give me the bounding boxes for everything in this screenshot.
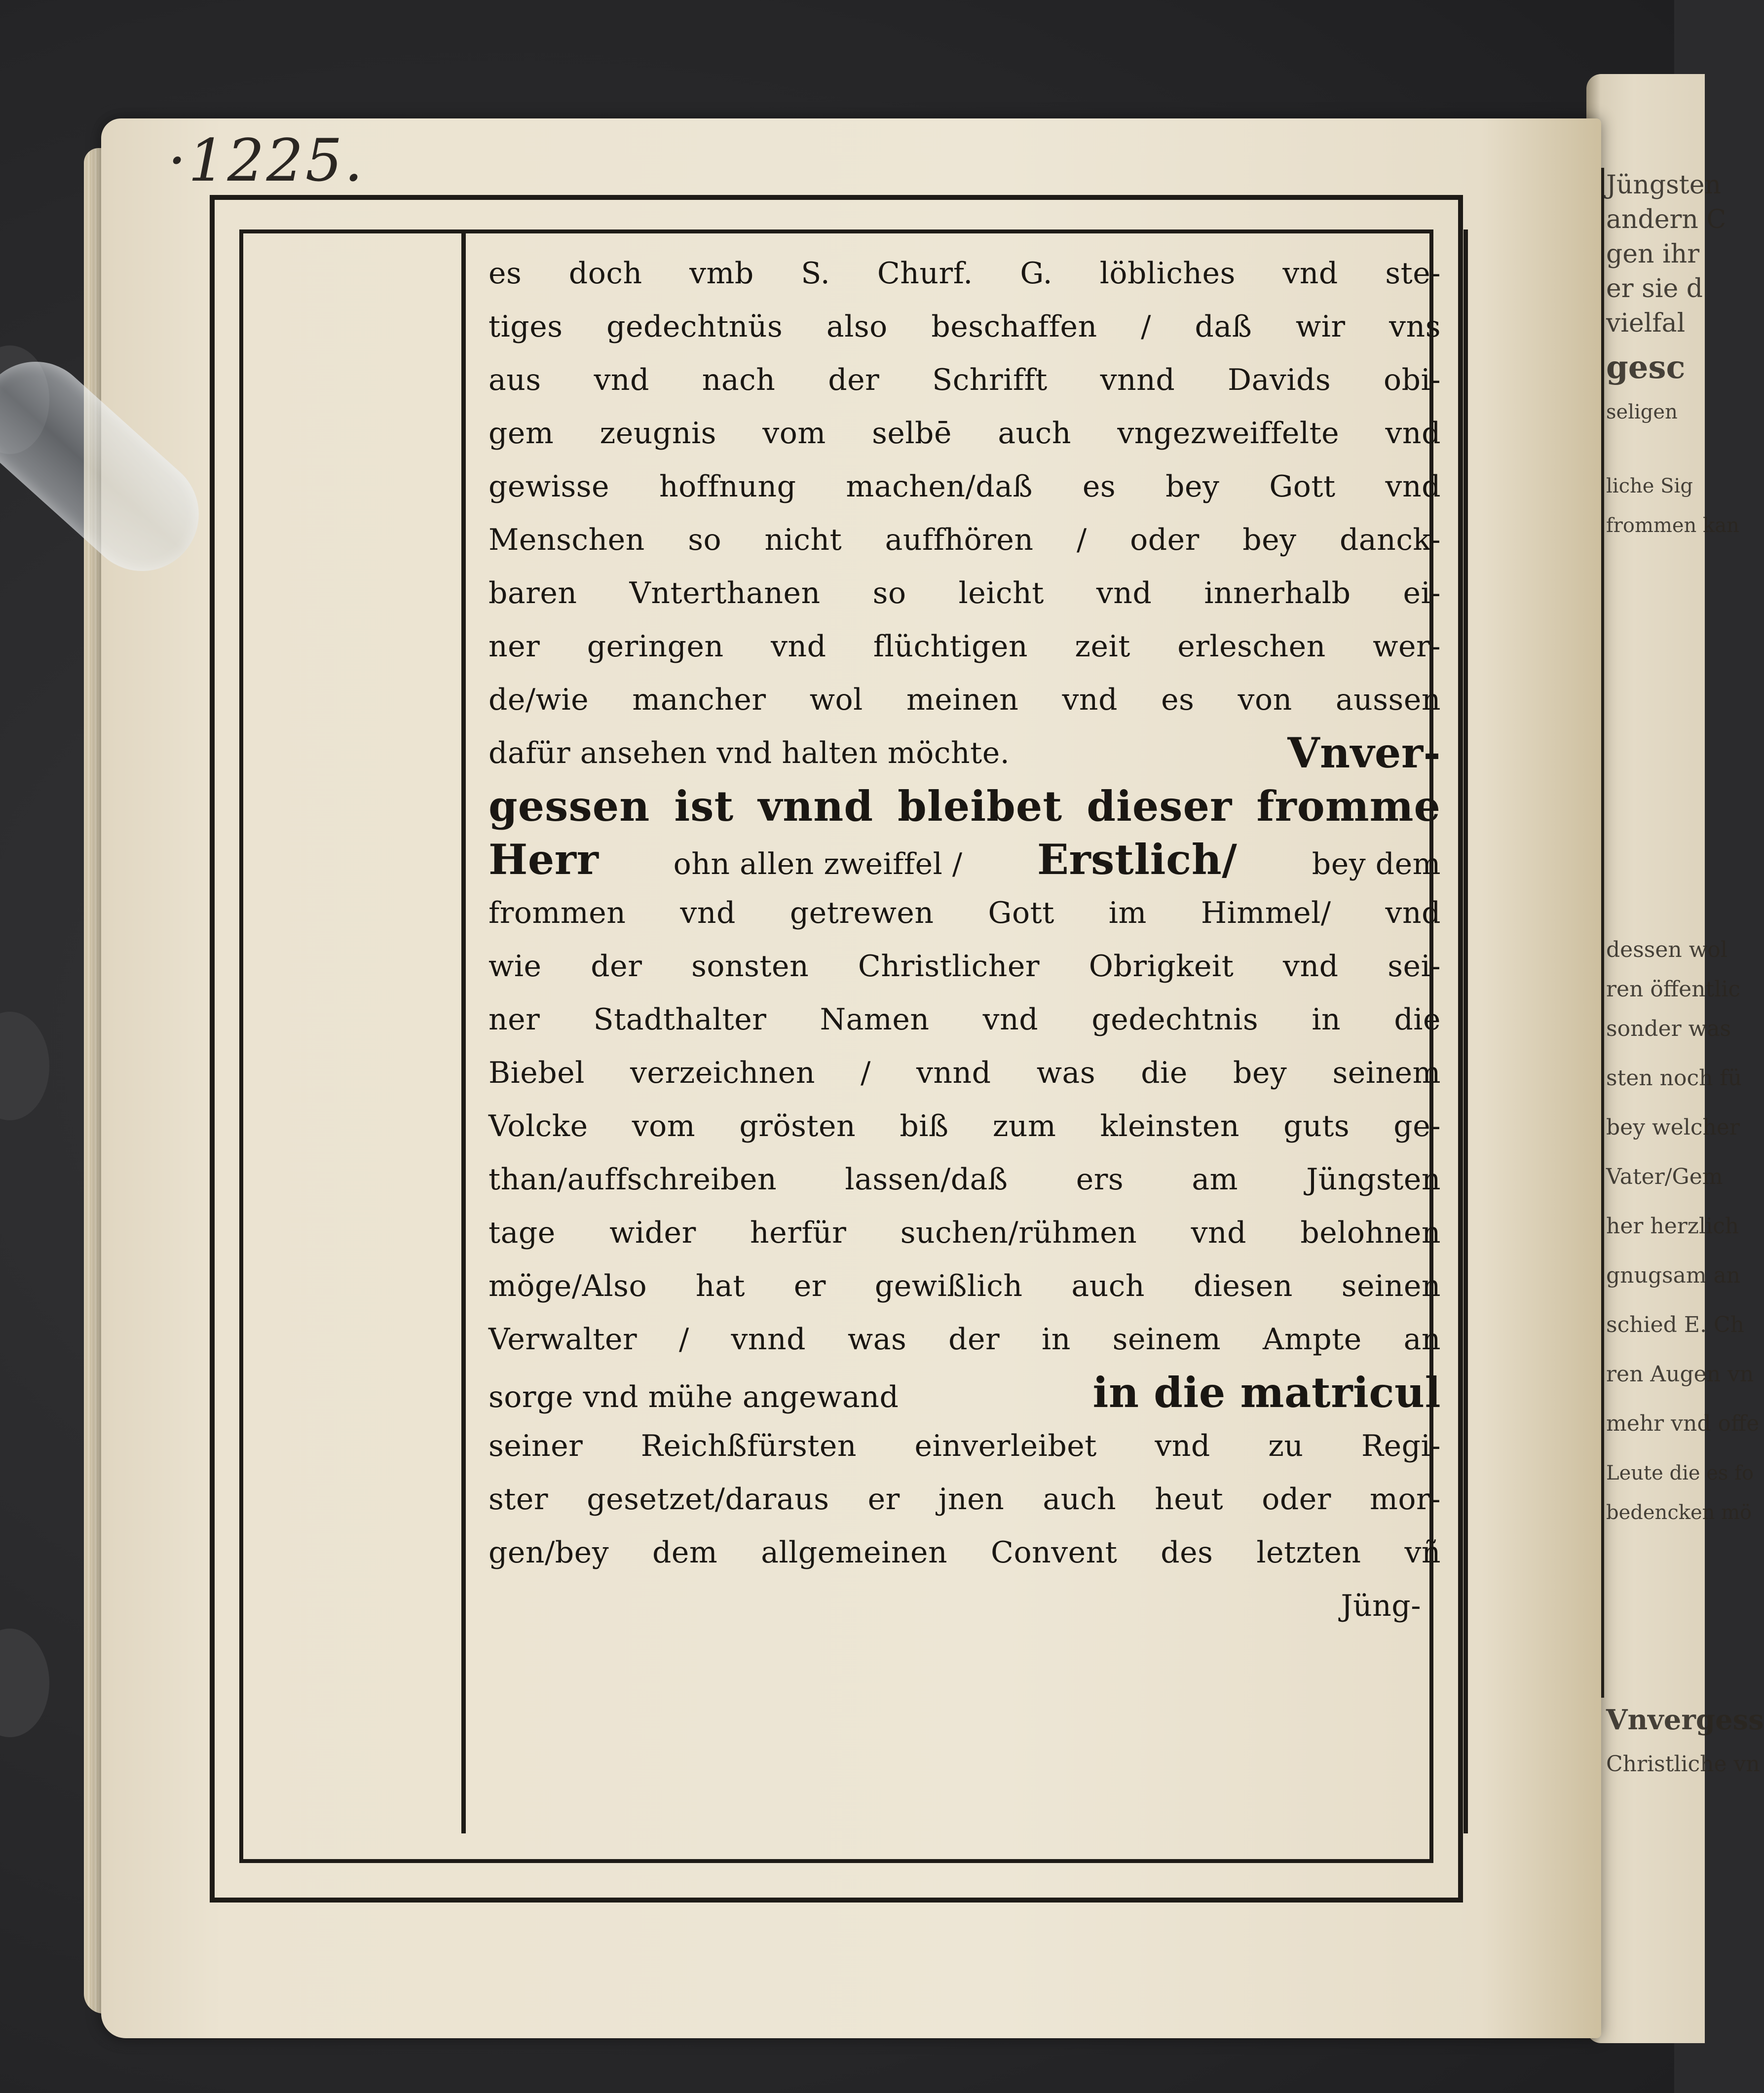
- text-line: [488, 833, 1441, 886]
- text-line: möge/Also hat er gewißlich auch diesen seinen: [488, 1269, 1441, 1303]
- text-line: [488, 1366, 1441, 1419]
- emphasis-erstlich: Erstlich/: [1037, 835, 1238, 884]
- text-segment: bey dem: [1312, 847, 1441, 881]
- facing-page-line: liche Sig: [1606, 475, 1693, 497]
- text-line: [488, 726, 1441, 780]
- facing-page-line: er sie d: [1606, 274, 1703, 304]
- emphasis-matricul: in die matricul: [1092, 1368, 1441, 1417]
- text-column: [488, 247, 1441, 1846]
- text-line: baren Vnterthanen so leicht vnd innerhalb ei-: [488, 576, 1441, 610]
- text-line: frommen vnd getrewen Gott im Himmel/ vnd: [488, 896, 1441, 930]
- text-line: gem zeugnis vom selbē auch vngezweiffelte vnd: [488, 416, 1441, 451]
- facing-page-line: andern C: [1606, 205, 1726, 234]
- catchword: Jüng-: [1341, 1589, 1421, 1623]
- emphasis-unver: Vnver-: [1287, 728, 1441, 777]
- facing-page-line: Christliche vn: [1606, 1751, 1760, 1777]
- text-segment: ohn allen zweiffel /: [673, 847, 963, 881]
- text-line: seiner Reichßfürsten einverleibet vnd zu Regi-: [488, 1429, 1441, 1463]
- facing-page-edge: [1586, 74, 1764, 2043]
- text-segment: dafür ansehen vnd halten möchte.: [488, 736, 1010, 770]
- text-line: de/wie mancher wol meinen vnd es von aussen: [488, 683, 1441, 717]
- facing-page-line: bedencken mö: [1606, 1501, 1752, 1524]
- facing-page-line: vielfal: [1606, 308, 1686, 338]
- facing-page-line: ren öffentlic: [1606, 977, 1740, 1002]
- facing-page-line: Vnvergess: [1606, 1704, 1764, 1736]
- handwritten-folio-number: ·1225.: [168, 126, 365, 194]
- text-line-emphasis: gessen ist vnnd bleibet dieser fromme: [488, 782, 1441, 831]
- text-line: tage wider herfür suchen/rühmen vnd belohnen: [488, 1216, 1441, 1250]
- facing-page-line: Leute die es fo: [1606, 1462, 1754, 1484]
- facing-page-line: schied E. Ch: [1606, 1312, 1744, 1337]
- background-shadow-blob: [0, 1629, 49, 1737]
- text-line: aus vnd nach der Schrifft vnnd Davids obi-: [488, 363, 1441, 397]
- facing-page-line: gnugsam an: [1606, 1263, 1741, 1288]
- facing-page-line: Vater/Gem: [1606, 1164, 1723, 1189]
- text-line: Menschen so nicht auffhören / oder bey danck-: [488, 523, 1441, 557]
- text-line: ner geringen vnd flüchtigen zeit erleschen wer-: [488, 629, 1441, 664]
- facing-page-line: Jüngsten: [1606, 170, 1721, 200]
- facing-page-line: seligen: [1606, 401, 1678, 423]
- facing-page-line: ren Augen vn: [1606, 1362, 1754, 1387]
- text-line: Volcke vom grösten biß zum kleinsten guts ge-: [488, 1109, 1441, 1143]
- emphasis-herr: Herr: [488, 835, 599, 884]
- facing-page-line: sonder was: [1606, 1016, 1731, 1041]
- facing-page-line: sten noch fü: [1606, 1066, 1742, 1091]
- facing-page-line: dessen wol: [1606, 937, 1727, 962]
- text-line: ner Stadthalter Namen vnd gedechtnis in die: [488, 1002, 1441, 1037]
- text-line: gewisse hoffnung machen/daß es bey Gott vnd: [488, 469, 1441, 504]
- facing-page-line: gen ihr: [1606, 239, 1700, 269]
- text-line: tiges gedechtnüs also beschaffen / daß wir vns: [488, 309, 1441, 344]
- background-shadow-blob: [0, 1012, 49, 1120]
- text-line: wie der sonsten Christlicher Obrigkeit vnd sei-: [488, 949, 1441, 984]
- text-segment: sorge vnd mühe angewand: [488, 1380, 899, 1414]
- text-line: es doch vmb S. Churf. G. löbliches vnd ste-: [488, 256, 1441, 291]
- text-line: gen/bey dem allgemeinen Convent des letzten vñ: [488, 1535, 1441, 1570]
- facing-page-line: mehr vnd offe: [1606, 1411, 1760, 1436]
- facing-page-line: bey welcher: [1606, 1115, 1740, 1140]
- text-line: Verwalter / vnnd was der in seinem Ampte an: [488, 1322, 1441, 1357]
- facing-page-line: frommen kan: [1606, 514, 1739, 537]
- text-line: Biebel verzeichnen / vnnd was die bey seinem: [488, 1056, 1441, 1090]
- facing-page-line: gesc: [1606, 349, 1686, 386]
- text-line: ster gesetzet/daraus er jnen auch heut oder mor-: [488, 1482, 1441, 1517]
- text-line: than/auffschreiben lassen/daß ers am Jüngsten: [488, 1162, 1441, 1197]
- facing-page-line: her herzlich: [1606, 1214, 1739, 1239]
